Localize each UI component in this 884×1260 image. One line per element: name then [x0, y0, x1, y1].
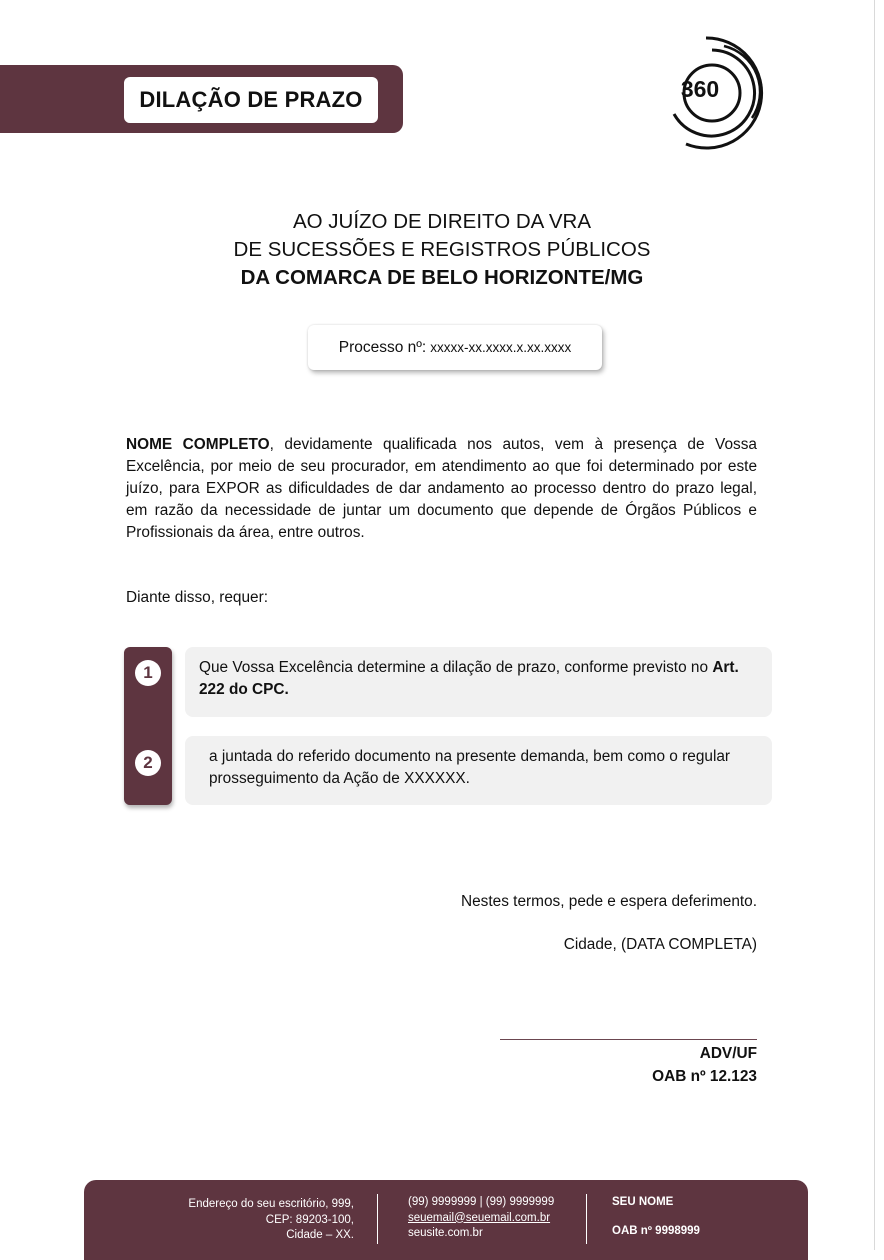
court-line-1: AO JUÍZO DE DIREITO DA VRA	[292, 210, 592, 233]
court-heading	[0, 208, 884, 292]
signature-oab: OAB nº 12.123	[652, 1068, 757, 1085]
body-paragraph	[126, 434, 757, 544]
request-bold-1: Art. 222 do CPC.	[199, 659, 739, 698]
footer-divider-1	[377, 1194, 378, 1244]
footer-address-line-1: Endereço do seu escritório, 999,	[188, 1198, 354, 1210]
request-text-1: Que Vossa Excelência determine a dilação de prazo, conforme previsto no	[199, 659, 713, 676]
footer-site[interactable]: seusite.com.br	[408, 1227, 483, 1239]
footer-address-line-3: Cidade – XX.	[286, 1229, 354, 1241]
process-number-box	[308, 325, 602, 370]
signature-name: ADV/UF	[699, 1045, 757, 1062]
footer-contact	[408, 1195, 554, 1242]
process-number: xxxxx-xx.xxxx.x.xx.xxxx	[430, 340, 572, 355]
court-line-2: DE SUCESSÕES E REGISTROS PÚBLICOS	[233, 238, 651, 261]
footer-phones: (99) 9999999 | (99) 9999999	[408, 1196, 555, 1208]
footer-name: SEU NOME	[612, 1196, 674, 1208]
court-line-3: DA COMARCA DE BELO HORIZONTE/MG	[240, 266, 644, 289]
requests-sidebar	[124, 647, 172, 805]
logo-text: 360	[680, 76, 720, 102]
footer-address	[188, 1197, 354, 1244]
closing-line-1: Nestes termos, pede e espera deferimento.	[461, 893, 757, 910]
footer-address-line-2: CEP: 89203-100,	[265, 1213, 354, 1226]
closing-line-2: Cidade, (DATA COMPLETA)	[563, 936, 757, 953]
page-edge-rule	[874, 0, 875, 1250]
document-title: DILAÇÃO DE PRAZO	[124, 77, 378, 123]
footer-email-link[interactable]: seuemail@seuemail.com.br	[408, 1211, 551, 1224]
request-card-1	[185, 647, 772, 717]
footer	[84, 1180, 808, 1260]
party-name: NOME COMPLETO	[126, 436, 270, 453]
footer-divider-2	[586, 1194, 587, 1244]
request-number-2: 2	[135, 750, 161, 776]
paragraph-text: , devidamente qualificada nos autos, vem à presença de Vossa Excelência, por meio de seu procurador, em atendimento ao que foi determinado por este juízo, para EXPOR as dificuldades de dar andamento ao processo dentro do prazo legal, em razão da necessidade de juntar um documento que depende de Órgãos Públicos e Profissionais da área, entre outros.	[126, 436, 757, 541]
signature-line	[500, 1039, 757, 1040]
requests-intro: Diante disso, requer:	[126, 589, 269, 606]
request-number-1: 1	[135, 660, 161, 686]
request-card-2	[185, 736, 772, 805]
process-label: Processo nº:	[338, 338, 427, 356]
request-text-2: a juntada do referido documento na presente demanda, bem como o regular prosseguimento da Ação de XXXXXX.	[209, 748, 731, 787]
footer-oab: OAB nº 9998999	[612, 1225, 700, 1237]
